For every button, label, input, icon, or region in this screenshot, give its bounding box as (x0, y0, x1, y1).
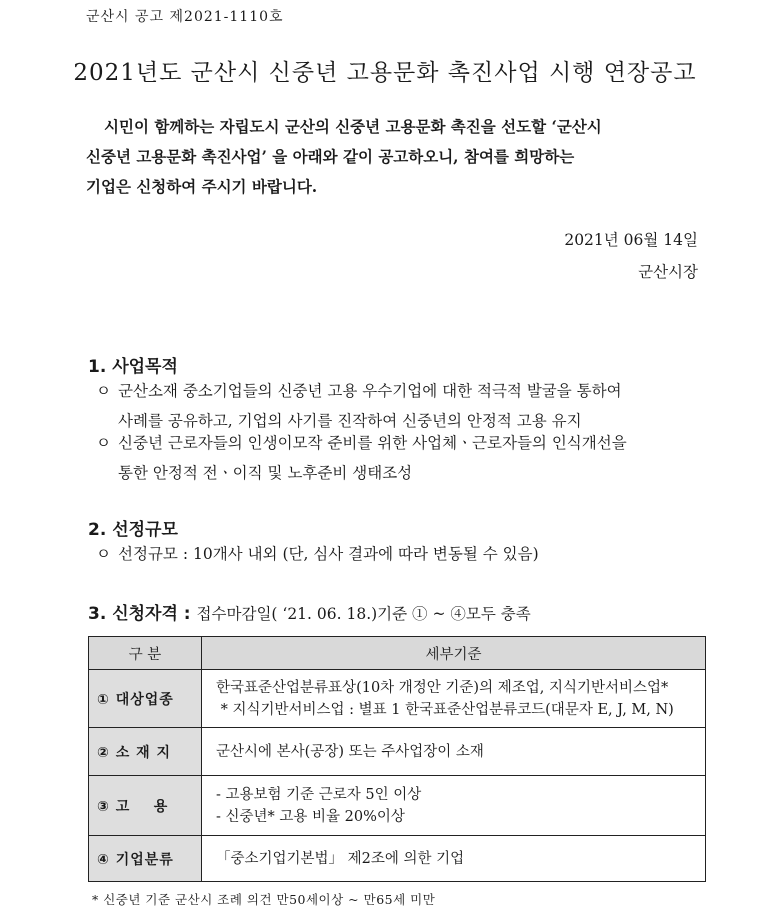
bullet-continuation: 사례를 공유하고, 기업의 사기를 진작하여 신중년의 안정적 고용 유지 (118, 412, 582, 430)
section-heading-eligibility (88, 599, 531, 624)
row-label: ② 소 재 지 (89, 728, 202, 776)
intro-paragraph (86, 112, 698, 202)
notice-number: 군산시 공고 제2021-1110호 (86, 9, 284, 25)
row-value-line: 군산시에 본사(공장) 또는 주사업장이 소재 (216, 743, 484, 760)
section-subheading: 접수마감일( ‘21. 06. 18.)기준 ① ~ ④모두 충족 (196, 605, 531, 623)
bullet-text: 선정규모 : 10개사 내외 (단, 심사 결과에 따라 변동될 수 있음) (118, 545, 539, 563)
table-row (89, 836, 706, 882)
section-heading-purpose: 1. 사업목적 (88, 357, 178, 377)
intro-line: 시민이 함께하는 자립도시 군산의 신중년 고용문화 촉진을 선도할 ‘군산시 (104, 117, 602, 136)
table-row (89, 776, 706, 836)
bullet-marker: ㅇ (96, 382, 111, 400)
table-row (89, 728, 706, 776)
bullet-continuation: 통한 안정적 전ㆍ이직 및 노후준비 생태조성 (118, 464, 413, 482)
row-label: ④ 기업분류 (89, 836, 202, 882)
column-header: 구 분 (89, 637, 202, 670)
row-label: ① 대상업종 (89, 670, 202, 728)
row-value (202, 670, 706, 728)
row-value (202, 836, 706, 882)
column-header: 세부기준 (202, 637, 706, 670)
list-item (96, 378, 622, 404)
table-row (89, 670, 706, 728)
bullet-text: 신중년 근로자들의 인생이모작 준비를 위한 사업체ㆍ근로자들의 인식개선을 (118, 434, 627, 452)
bullet-marker: ㅇ (96, 434, 111, 452)
notice-date: 2021년 06월 14일 (564, 231, 698, 249)
page-title: 2021년도 군산시 신중년 고용문화 촉진사업 시행 연장공고 (73, 60, 697, 86)
table-header-row (89, 637, 706, 670)
list-item (96, 541, 539, 567)
row-value-line: - 신중년* 고용 비율 20%이상 (216, 808, 405, 825)
signer: 군산시장 (638, 263, 698, 281)
footnote: * 신중년 기준 군산시 조례 의건 만50세이상 ~ 만65세 미만 (92, 892, 436, 907)
row-value-line: * 지식기반서비스업 : 별표 1 한국표준산업분류코드(대문자 E, J, M, N) (216, 701, 674, 718)
intro-line: 기업은 신청하여 주시기 바랍니다. (86, 177, 318, 196)
row-value-line: 한국표준산업분류표상(10차 개정안 기준)의 제조업, 지식기반서비스업* (216, 679, 669, 696)
bullet-text: 군산소재 중소기업들의 신중년 고용 우수기업에 대한 적극적 발굴을 통하여 (118, 382, 622, 400)
criteria-table (88, 636, 706, 882)
row-value (202, 728, 706, 776)
section-heading-scale: 2. 선정규모 (88, 520, 178, 540)
row-value (202, 776, 706, 836)
section-heading-text: 3. 신청자격 : (88, 604, 191, 624)
intro-line: 신중년 고용문화 촉진사업’ 을 아래와 같이 공고하오니, 참여를 희망하는 (86, 147, 575, 166)
list-item (96, 430, 627, 456)
row-value-line: - 고용보험 기준 근로자 5인 이상 (216, 786, 422, 803)
bullet-marker: ㅇ (96, 545, 111, 563)
row-label: ③ 고 용 (89, 776, 202, 836)
row-value-line: 「중소기업기본법」 제2조에 의한 기업 (216, 850, 465, 867)
